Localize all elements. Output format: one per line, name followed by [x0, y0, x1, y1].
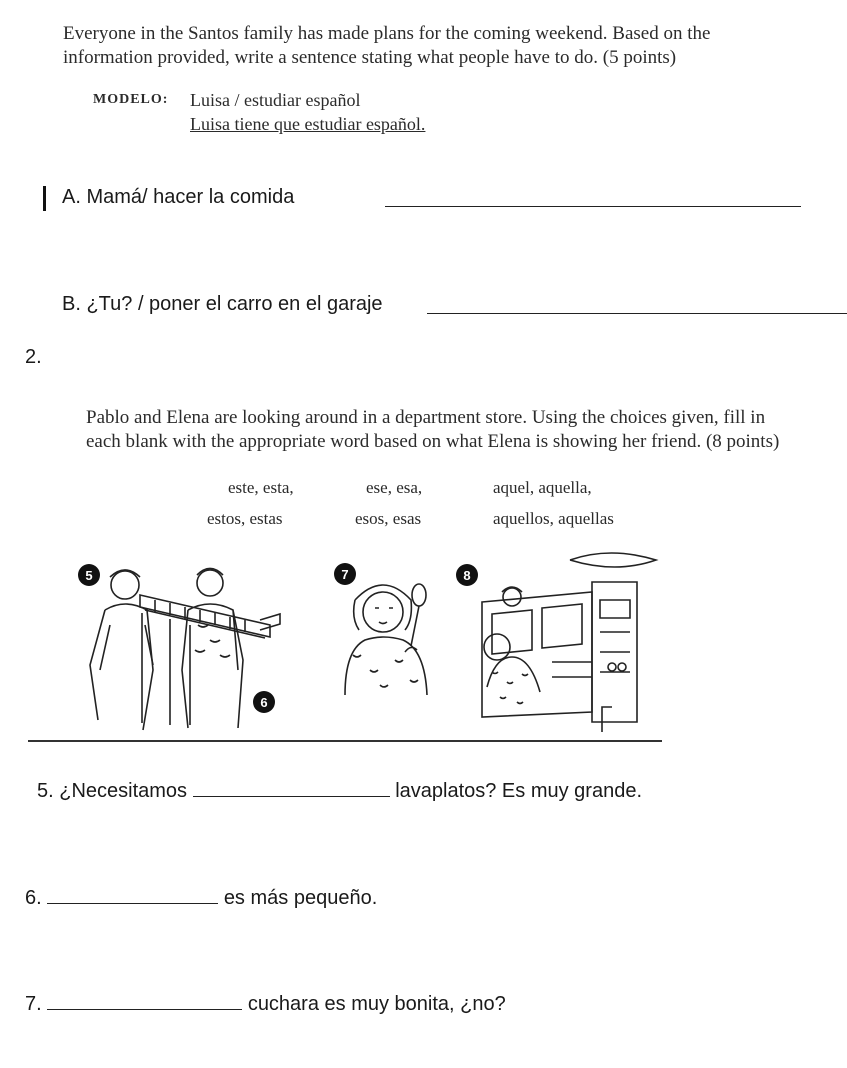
choice-ese: ese, esa, — [366, 478, 423, 497]
choice-estos: estos, estas — [207, 509, 283, 528]
q5-answer-blank[interactable] — [193, 776, 390, 797]
q5-end: lavaplatos? Es muy grande. — [395, 780, 642, 802]
choice-este: este, esta, — [228, 478, 294, 497]
modelo-answer: Luisa tiene que estudiar español. — [190, 114, 426, 134]
section1-instructions: Everyone in the Santos family has made plans for the coming weekend. Based on the information provided, write a sentence stating what people have to do. (5 points) — [63, 23, 711, 68]
illustration-stoves — [452, 552, 662, 738]
text-cursor — [43, 186, 46, 211]
q5-start: 5. ¿Necesitamos — [37, 780, 188, 802]
item-a-answer-blank[interactable] — [385, 186, 801, 207]
illustration-spoon — [325, 560, 445, 700]
q6-end: es más pequeño. — [223, 887, 378, 909]
q5-line — [37, 776, 642, 803]
q6-start: 6. — [25, 887, 42, 909]
picture-number-8: 8 — [463, 568, 471, 583]
modelo-label: MODELO: — [93, 92, 169, 107]
illustration-divider — [28, 740, 662, 742]
section2-instructions: Pablo and Elena are looking around in a department store. Using the choices given, fill in each blank with the appropriate word based on what Elena is showing her friend. (8 points) — [86, 407, 780, 452]
choice-aquel: aquel, aquella, — [493, 478, 592, 497]
q7-end: cuchara es muy bonita, ¿no? — [247, 993, 506, 1015]
q7-start: 7. — [25, 993, 42, 1015]
picture-number-7: 7 — [341, 567, 349, 582]
q6-answer-blank[interactable] — [47, 883, 218, 904]
illustration-dishwashers — [70, 555, 290, 735]
choice-aquellos: aquellos, aquellas — [493, 509, 614, 528]
modelo-prompt: Luisa / estudiar español — [190, 90, 361, 110]
q7-line — [25, 989, 506, 1016]
picture-number-5: 5 — [85, 568, 93, 583]
item-b-answer-blank[interactable] — [427, 293, 847, 314]
picture-number-6: 6 — [260, 695, 268, 710]
q6-line — [25, 883, 377, 910]
item-b-prompt: B. ¿Tu? / poner el carro en el garaje — [62, 293, 383, 315]
item-a-prompt: A. Mamá/ hacer la comida — [62, 186, 295, 208]
question-number: 2. — [25, 346, 42, 368]
choice-esos: esos, esas — [355, 509, 422, 528]
q7-answer-blank[interactable] — [47, 989, 242, 1010]
